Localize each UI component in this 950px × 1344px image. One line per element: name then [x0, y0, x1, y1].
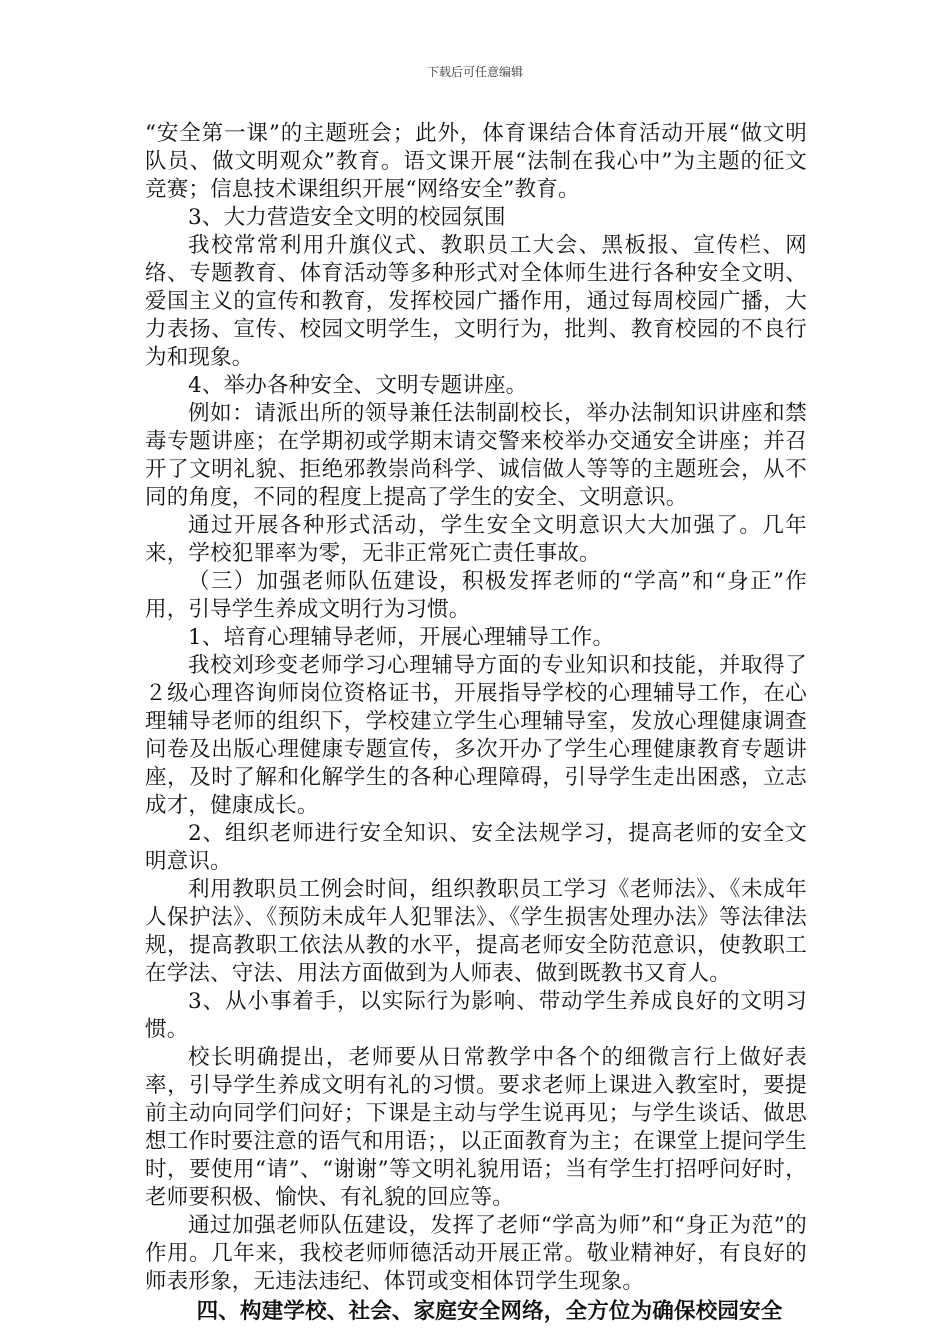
subheading-small-things: 3、从小事着手，以实际行为影响、带动学生养成良好的文明习惯。 [145, 989, 807, 1042]
paragraph-continuation: “安全第一课”的主题班会；此外，体育课结合体育活动开展“做文明队员、做文明观众”教育。语文课开展“法制在我心中”为主题的征文竞赛；信息技术课组织开展“网络安全”教育。 [145, 121, 807, 202]
paragraph-teacher-result: 通过加强老师队伍建设，发挥了老师“学高为师”和“身正为范”的作用。几年来，我校老师师德活动开展正常。敬业精神好，有良好的师表形象，无违法违纪、体罚或变相体罚学生现象。 [145, 1213, 807, 1294]
paragraph-lectures: 例如：请派出所的领导兼任法制副校长，举办法制知识讲座和禁毒专题讲座；在学期初或学期末请交警来校举办交通安全讲座；并召开了文明礼貌、拒绝邪教崇尚科学、诚信做人等等的主题班会，从不同的角度，不同的程度上提高了学生的安全、文明意识。 [145, 401, 807, 510]
page-header: 下载后可任意编辑 [426, 65, 523, 79]
document-body [145, 120, 807, 1326]
section-heading: 四、构建学校、社会、家庭安全网络，全方位为确保校园安全 [196, 1299, 783, 1324]
subheading-teacher-team: （三）加强老师队伍建设，积极发挥老师的“学高”和“身正”作用，引导学生养成文明行为习惯。 [145, 569, 807, 622]
paragraph-activities-result: 通过开展各种形式活动，学生安全文明意识大大加强了。几年来，学校犯罪率为零，无非正常死亡责任事故。 [145, 513, 807, 566]
subheading-counseling: 1、培育心理辅导老师，开展心理辅导工作。 [188, 625, 615, 650]
paragraph-safety-law: 利用教职员工例会时间，组织教职员工学习《老师法》、《未成年人保护法》、《预防未成年人犯罪法》、《学生损害处理办法》等法律法规，提高教职工依法从教的水平，提高老师安全防范意识，使教职工在学法、守法、用法方面做到为人师表、做到既教书又育人。 [145, 877, 807, 986]
paragraph-campus-atmosphere: 我校常常利用升旗仪式、教职员工大会、黑板报、宣传栏、网络、专题教育、体育活动等多种形式对全体师生进行各种安全文明、爱国主义的宣传和教育，发挥校园广播作用，通过每周校园广播，大力表扬、宣传、校园文明学生，文明行为，批判、教育校园的不良行为和现象。 [145, 233, 807, 370]
subheading-safety-law: 2、组织老师进行安全知识、安全法规学习，提高老师的安全文明意识。 [145, 821, 807, 874]
subheading-campus-atmosphere: 3、大力营造安全文明的校园氛围 [188, 205, 506, 230]
paragraph-counseling: 我校刘珍变老师学习心理辅导方面的专业知识和技能，并取得了２级心理咨询师岗位资格证书，开展指导学校的心理辅导工作，在心理辅导老师的组织下，学校建立学生心理辅导室，发放心理健康调查问卷及出版心理健康专题宣传，多次开办了学生心理健康教育专题讲座，及时了解和化解学生的各种心理障碍，引导学生走出困惑，立志成才，健康成长。 [145, 653, 807, 818]
paragraph-small-things: 校长明确提出，老师要从日常教学中各个的细微言行上做好表率，引导学生养成文明有礼的习惯。要求老师上课进入教室时，要提前主动向同学们问好；下课是主动与学生说再见；与学生谈话、做思想工作时要注意的语气和用语；，以正面教育为主；在课堂上提问学生时，要使用“请”、“谢谢”等文明礼貌用语；当有学生打招呼问好时，老师要积极、愉快、有礼貌的回应等。 [145, 1045, 807, 1210]
subheading-lectures: 4、举办各种安全、文明专题讲座。 [188, 373, 528, 398]
